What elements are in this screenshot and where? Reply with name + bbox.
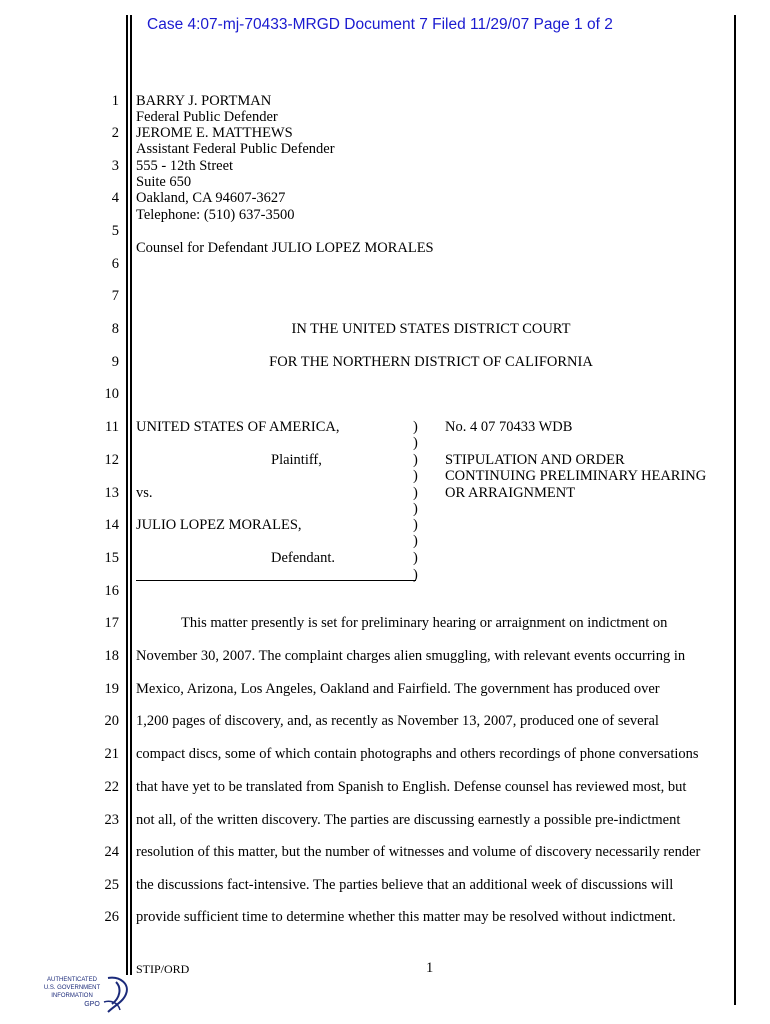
right-margin-rule xyxy=(734,15,736,1005)
counsel-line: JEROME E. MATTHEWS xyxy=(136,125,293,141)
footer-label: STIP/ORD xyxy=(136,962,190,976)
gpo-seal xyxy=(34,972,134,1016)
line-number: 25 xyxy=(104,877,119,893)
caption-paren: ) xyxy=(413,550,418,566)
svg-text:AUTHENTICATED: AUTHENTICATED xyxy=(47,977,97,983)
svg-text:U.S. GOVERNMENT: U.S. GOVERNMENT xyxy=(43,985,101,991)
body-line: 1,200 pages of discovery, and, as recently as November 13, 2007, produced one of several xyxy=(136,713,659,729)
body-line: the discussions fact-intensive. The parties believe that an additional week of discussions will xyxy=(136,877,674,893)
caption-paren: ) xyxy=(413,501,418,517)
versus: vs. xyxy=(136,485,153,501)
line-number: 21 xyxy=(104,746,119,762)
counsel-line: Oakland, CA 94607-3627 xyxy=(136,190,286,206)
line-number: 26 xyxy=(104,909,119,925)
page-number: 1 xyxy=(426,960,434,976)
line-number: 12 xyxy=(104,452,119,468)
body-line: not all, of the written discovery. The parties are discussing earnestly a possible pre-indictment xyxy=(136,812,681,828)
line-number: 20 xyxy=(104,713,119,729)
svg-text:INFORMATION: INFORMATION xyxy=(51,993,93,999)
defendant-role: Defendant. xyxy=(271,550,336,566)
caption-paren: ) xyxy=(413,468,418,484)
caption-paren: ) xyxy=(413,517,418,533)
line-number: 9 xyxy=(111,354,119,370)
case-number: No. 4 07 70433 WDB xyxy=(445,419,573,435)
gpo-eagle-icon xyxy=(34,972,134,1016)
document-title-line: OR ARRAIGNMENT xyxy=(445,485,576,501)
document-title-line: STIPULATION AND ORDER xyxy=(445,452,625,468)
caption-paren: ) xyxy=(413,567,418,583)
line-number: 10 xyxy=(104,386,119,402)
line-number: 14 xyxy=(104,517,119,533)
counsel-line: Suite 650 xyxy=(136,174,192,190)
body-line: Mexico, Arizona, Los Angeles, Oakland and Fairfield. The government has produced over xyxy=(136,681,660,697)
caption-underline xyxy=(136,580,416,581)
counsel-line: BARRY J. PORTMAN xyxy=(136,93,272,109)
line-number: 11 xyxy=(105,419,119,435)
line-number: 18 xyxy=(104,648,119,664)
body-line: November 30, 2007. The complaint charges alien smuggling, with relevant events occurring in xyxy=(136,648,686,664)
line-number: 24 xyxy=(104,844,119,860)
body-line: compact discs, some of which contain photographs and others recordings of phone conversations xyxy=(136,746,699,762)
counsel-line: 555 - 12th Street xyxy=(136,158,234,174)
line-number: 19 xyxy=(104,681,119,697)
caption-paren: ) xyxy=(413,485,418,501)
line-number: 2 xyxy=(111,125,119,141)
caption-paren: ) xyxy=(413,452,418,468)
defendant-name: JULIO LOPEZ MORALES, xyxy=(136,517,302,533)
caption-paren: ) xyxy=(413,419,418,435)
left-margin-rule-1 xyxy=(126,15,128,975)
line-number: 4 xyxy=(111,190,119,206)
line-number: 16 xyxy=(104,583,119,599)
line-number: 15 xyxy=(104,550,119,566)
court-district: FOR THE NORTHERN DISTRICT OF CALIFORNIA xyxy=(269,354,593,370)
court-title: IN THE UNITED STATES DISTRICT COURT xyxy=(291,321,571,337)
line-number: 5 xyxy=(111,223,119,239)
caption-paren: ) xyxy=(413,435,418,451)
body-line: that have yet to be translated from Spanish to English. Defense counsel has reviewed most, but xyxy=(136,779,687,795)
line-number: 1 xyxy=(111,93,119,109)
plaintiff-name: UNITED STATES OF AMERICA, xyxy=(136,419,340,435)
body-line: provide sufficient time to determine whether this matter may be resolved without indictment. xyxy=(136,909,676,925)
counsel-line: Federal Public Defender xyxy=(136,109,278,125)
body-line: resolution of this matter, but the number of witnesses and volume of discovery necessarily render xyxy=(136,844,701,860)
svg-text:GPO: GPO xyxy=(84,1001,100,1008)
case-header: Case 4:07-mj-70433-MRGD Document 7 Filed 11/29/07 Page 1 of 2 xyxy=(147,16,613,33)
line-number: 23 xyxy=(104,812,119,828)
left-margin-rule-2 xyxy=(130,15,132,975)
line-number: 8 xyxy=(111,321,119,337)
body-line: This matter presently is set for preliminary hearing or arraignment on indictment on xyxy=(181,615,668,631)
caption-paren: ) xyxy=(413,533,418,549)
line-number: 6 xyxy=(111,256,119,272)
line-number: 17 xyxy=(104,615,119,631)
line-number: 3 xyxy=(111,158,119,174)
counsel-line: Assistant Federal Public Defender xyxy=(136,141,335,157)
line-number: 13 xyxy=(104,485,119,501)
plaintiff-role: Plaintiff, xyxy=(271,452,322,468)
line-number: 22 xyxy=(104,779,119,795)
line-number: 7 xyxy=(111,288,119,304)
counsel-line: Telephone: (510) 637-3500 xyxy=(136,207,295,223)
counsel-for: Counsel for Defendant JULIO LOPEZ MORALES xyxy=(136,240,434,256)
document-title-line: CONTINUING PRELIMINARY HEARING xyxy=(445,468,707,484)
